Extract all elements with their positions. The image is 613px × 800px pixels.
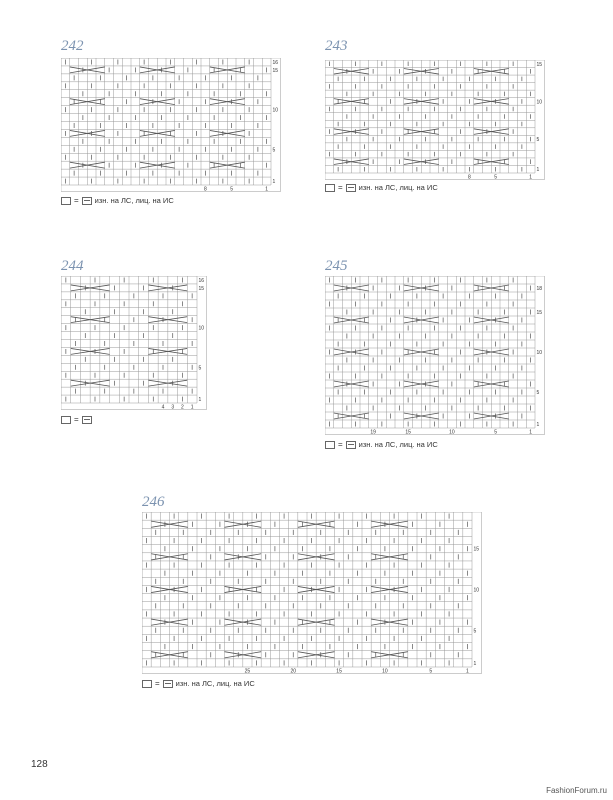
column-label: 1 <box>529 174 533 180</box>
legend-244 <box>61 415 92 424</box>
column-label: 15 <box>405 429 411 435</box>
row-label: 5 <box>536 137 540 144</box>
equals-sign: = <box>155 679 160 688</box>
row-label: 5 <box>198 365 202 372</box>
row-label: 1 <box>536 422 540 428</box>
row-label: 16 <box>272 59 279 66</box>
dash-cell-icon <box>82 197 92 205</box>
empty-cell-icon <box>325 184 335 192</box>
knitting-chart-244 <box>61 276 207 410</box>
legend-246 <box>142 679 255 688</box>
chart-border <box>61 58 281 192</box>
column-label: 5 <box>494 174 498 180</box>
chart-border <box>325 60 545 180</box>
row-label: 15 <box>536 310 543 316</box>
column-label: 1 <box>529 429 533 435</box>
column-label: 5 <box>230 186 234 192</box>
knitting-chart-242 <box>61 58 281 192</box>
dash-cell-icon <box>82 416 92 424</box>
chart-title-242: 242 <box>61 38 84 54</box>
column-label: 1 <box>190 404 194 410</box>
row-label: 15 <box>473 546 480 553</box>
row-label: 10 <box>536 99 543 106</box>
dash-cell-icon <box>346 184 356 192</box>
column-label: 2 <box>181 404 184 410</box>
equals-sign: = <box>74 196 79 205</box>
legend-242 <box>61 196 174 205</box>
dash-cell-icon <box>346 441 356 449</box>
column-label: 20 <box>290 668 297 674</box>
equals-sign: = <box>74 415 79 424</box>
chart-title-243: 243 <box>325 38 348 54</box>
row-label: 5 <box>473 628 477 635</box>
row-label: 10 <box>272 107 279 114</box>
row-label: 1 <box>198 397 202 404</box>
empty-cell-icon <box>142 680 152 688</box>
column-label: 5 <box>429 668 433 674</box>
row-label: 5 <box>272 147 276 154</box>
row-label: 15 <box>272 67 279 74</box>
legend-text: изн. на ЛС, лиц. на ИС <box>358 183 438 192</box>
empty-cell-icon <box>325 441 335 449</box>
column-label: 1 <box>265 186 269 192</box>
column-label: 8 <box>467 174 471 180</box>
row-label: 1 <box>536 167 540 174</box>
chart-title-246: 246 <box>142 494 165 510</box>
column-label: 19 <box>370 429 376 435</box>
watermark: FashionForum.ru <box>546 786 607 795</box>
row-label: 10 <box>473 587 480 594</box>
chart-title-245: 245 <box>325 258 348 274</box>
legend-243 <box>325 183 438 192</box>
column-label: 15 <box>336 668 342 674</box>
empty-cell-icon <box>61 416 71 424</box>
column-label: 10 <box>449 429 455 435</box>
column-label: 4 <box>161 404 165 410</box>
column-label: 3 <box>171 404 175 410</box>
column-label: 1 <box>466 668 469 674</box>
row-label: 10 <box>198 325 205 332</box>
row-label: 15 <box>536 61 543 68</box>
knitting-chart-246 <box>142 512 482 674</box>
equals-sign: = <box>338 440 343 449</box>
legend-text: изн. на ЛС, лиц. на ИС <box>358 440 438 449</box>
empty-cell-icon <box>61 197 71 205</box>
legend-245 <box>325 440 438 449</box>
page-number: 128 <box>31 759 48 770</box>
row-label: 18 <box>536 286 543 292</box>
dash-cell-icon <box>163 680 173 688</box>
legend-text: изн. на ЛС, лиц. на ИС <box>94 196 174 205</box>
column-label: 8 <box>203 186 207 192</box>
column-label: 10 <box>382 668 388 674</box>
knitting-chart-243 <box>325 60 545 180</box>
equals-sign: = <box>338 183 343 192</box>
column-label: 5 <box>494 429 498 435</box>
row-label: 5 <box>536 390 540 396</box>
row-label: 10 <box>536 350 543 356</box>
row-label: 15 <box>198 285 205 292</box>
row-label: 1 <box>272 179 276 186</box>
column-label: 25 <box>244 668 251 674</box>
knitting-chart-245 <box>325 276 545 435</box>
legend-text: изн. на ЛС, лиц. на ИС <box>175 679 255 688</box>
row-label: 1 <box>473 660 477 667</box>
chart-title-244: 244 <box>61 258 84 274</box>
row-label: 16 <box>198 277 205 284</box>
